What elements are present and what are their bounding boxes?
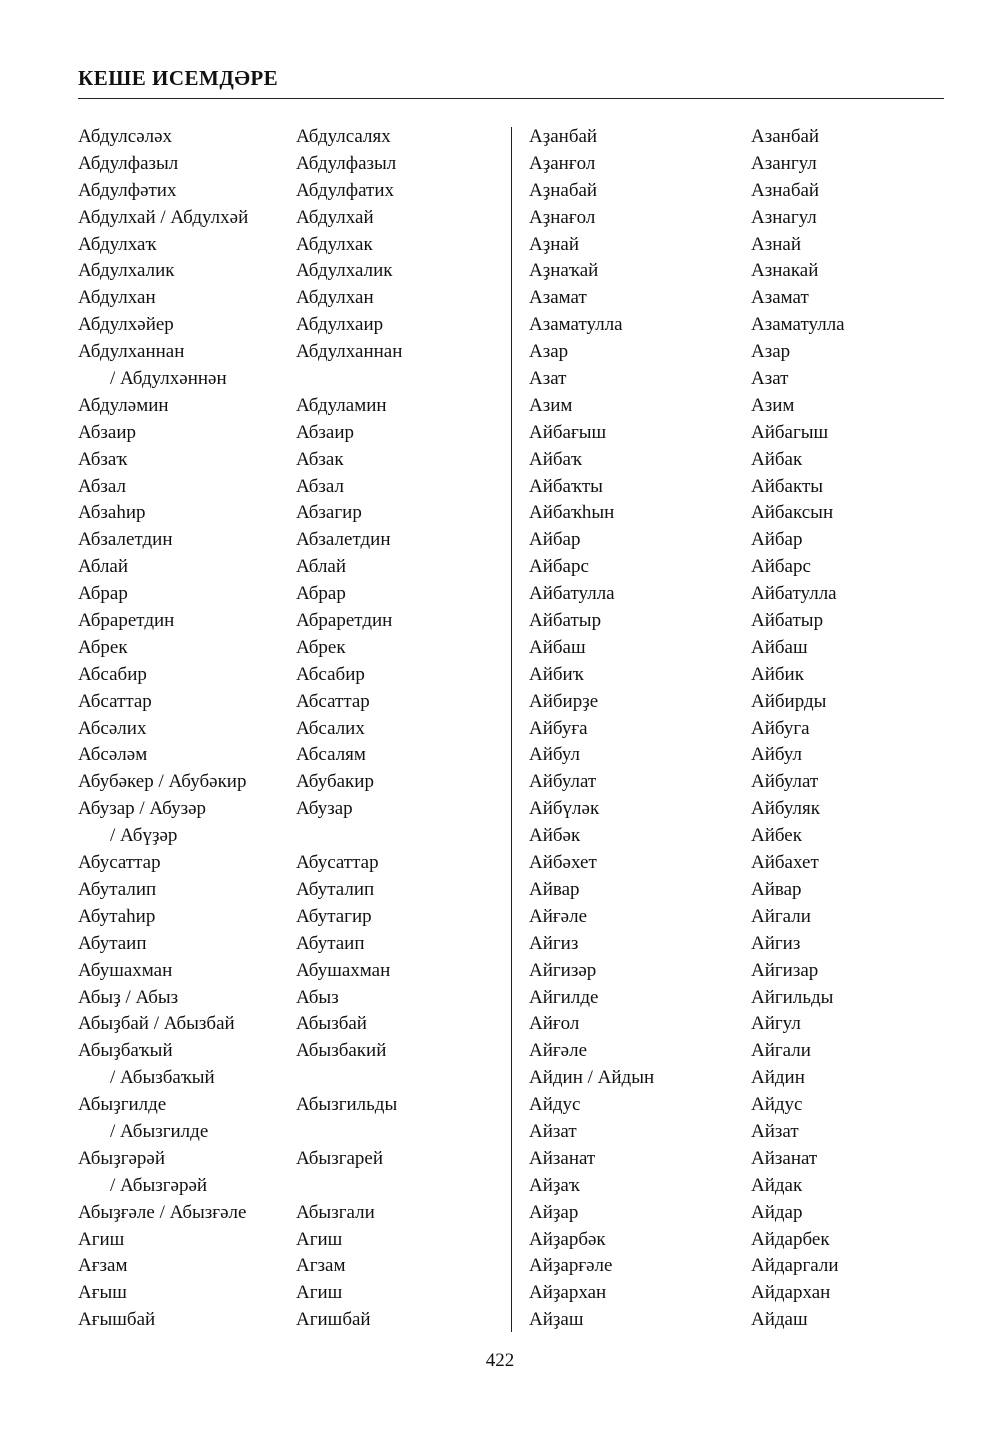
name-entry: Абызгали xyxy=(296,1201,375,1223)
name-entry: Айбул xyxy=(529,744,580,766)
name-entry: Айҙархан xyxy=(529,1282,607,1304)
name-entry: Айгиз xyxy=(751,932,801,954)
name-entry: Айдархан xyxy=(751,1282,831,1304)
name-entry: Абзал xyxy=(78,475,127,497)
name-entry: Абдулфатих xyxy=(296,179,394,201)
name-entry: Абызбай xyxy=(296,1013,367,1035)
name-entry: Айдус xyxy=(529,1094,581,1116)
page-number: 422 xyxy=(485,1350,515,1371)
name-entry: Абзаһир xyxy=(78,502,146,524)
name-entry: Ағыш xyxy=(78,1282,127,1304)
name-entry: Айзанат xyxy=(751,1147,818,1169)
name-entry: Аблай xyxy=(78,556,129,578)
name-entry: Айғәле xyxy=(529,905,588,927)
name-entry: / Абызбаҡый xyxy=(110,1067,215,1089)
name-entry: Айҙарғәле xyxy=(529,1255,613,1277)
name-entry: Аҙнабай xyxy=(529,179,598,201)
name-entry: Айбуға xyxy=(529,717,588,739)
name-entry: Азим xyxy=(529,394,573,416)
name-entry: Ағышбай xyxy=(78,1309,156,1331)
name-entry: Айгали xyxy=(751,1040,811,1062)
name-entry: Абубәкер / Абубәкир xyxy=(78,771,247,793)
name-entry: Агиш xyxy=(296,1228,343,1250)
name-entry: Айдаш xyxy=(751,1309,808,1331)
name-entry: Абдулсәләх xyxy=(78,126,173,147)
name-entry: Абдулфәтих xyxy=(78,179,177,201)
name-entry: Абдулхан xyxy=(296,287,374,309)
name-entry: Абдулфазыл xyxy=(296,152,397,174)
name-entry: Аблай xyxy=(296,556,347,578)
name-entry: Абдулфазыл xyxy=(78,152,179,174)
name-entry: Айвар xyxy=(529,878,580,900)
name-entry: Айдаргали xyxy=(751,1255,839,1277)
name-entry: Азнакай xyxy=(751,260,819,282)
name-entry: Айбагыш xyxy=(751,421,829,443)
name-entry: Айҙаш xyxy=(529,1309,584,1331)
name-entry: Айҙарбәк xyxy=(529,1228,606,1250)
name-entry: Айбатулла xyxy=(529,583,615,605)
name-entry: Абутаһир xyxy=(78,905,156,927)
name-entry: Абдулсалях xyxy=(296,126,391,147)
name-entry: Абсаттар xyxy=(296,690,370,712)
name-entry: Азим xyxy=(751,394,795,416)
name-entry: Айдар xyxy=(751,1201,803,1223)
name-entry: Айбуляк xyxy=(751,798,820,820)
name-entry: Айзат xyxy=(529,1120,577,1142)
name-entry: Айбак xyxy=(751,448,803,470)
name-entry: Айбаҡһын xyxy=(529,502,615,524)
name-entry: Айбаш xyxy=(751,636,808,658)
name-entry xyxy=(296,1173,402,1200)
name-entry: Абузар xyxy=(296,798,353,820)
name-entry: Абыҙгилде xyxy=(78,1094,167,1116)
name-entry: Абубакир xyxy=(296,771,374,793)
name-entry: Абдулхалик xyxy=(296,260,393,282)
name-entry: Айбирды xyxy=(751,690,827,712)
name-entry: Азнагул xyxy=(751,206,817,228)
name-entry: Азамат xyxy=(751,287,809,309)
name-entry: Айбарс xyxy=(529,556,589,578)
name-entry: Айдак xyxy=(751,1174,803,1196)
name-entry: Агиш xyxy=(78,1228,125,1250)
name-entry: Айбар xyxy=(751,529,803,551)
name-entry: Абызгильды xyxy=(296,1094,398,1116)
right-bashkir-column xyxy=(529,124,654,1334)
name-entry: Азангул xyxy=(751,152,817,174)
name-entry: Айбағыш xyxy=(529,421,607,443)
name-entry: Айбаҡ xyxy=(529,448,582,470)
name-entry: Абдулхаир xyxy=(296,314,384,336)
name-entry: Ағзам xyxy=(78,1255,128,1277)
name-entry: Айбулат xyxy=(529,771,597,793)
name-entry: Абдуләмин xyxy=(78,394,169,416)
name-entry: Айбәк xyxy=(529,825,581,847)
name-entry: / Абдулхәннән xyxy=(110,368,227,390)
name-entry: Абдулхаҡ xyxy=(78,233,157,255)
name-entry: Айгизәр xyxy=(529,959,597,981)
name-entry: Айбик xyxy=(751,663,804,685)
name-entry xyxy=(296,366,402,393)
name-entry: Айбиҡ xyxy=(529,663,584,685)
header-rule xyxy=(78,98,944,99)
name-entry: Абзал xyxy=(296,475,345,497)
name-entry: Агзам xyxy=(296,1255,346,1277)
name-entry: Абыҙгәрәй xyxy=(78,1147,166,1169)
name-entry: Абрар xyxy=(78,583,128,605)
name-entry: Азаматулла xyxy=(751,314,845,336)
name-entry: Айдус xyxy=(751,1094,803,1116)
name-entry: Айбаҡты xyxy=(529,475,603,497)
name-entry: Абсәлих xyxy=(78,717,147,739)
name-entry: Айзат xyxy=(751,1120,799,1142)
name-entry: Азат xyxy=(529,368,567,390)
name-entry: Агиш xyxy=(296,1282,343,1304)
name-entry: Абрар xyxy=(296,583,346,605)
name-entry: Азат xyxy=(751,368,789,390)
name-entry: Абдулхай xyxy=(296,206,374,228)
name-entry: Айҙар xyxy=(529,1201,579,1223)
name-entry: Айгиз xyxy=(529,932,579,954)
name-entry: Абусаттар xyxy=(296,852,379,874)
name-entry: Абсалям xyxy=(296,744,366,766)
name-entry: Абрек xyxy=(296,636,346,658)
name-entry: Айбәхет xyxy=(529,852,597,874)
name-entry: Абусаттар xyxy=(78,852,161,874)
name-entry: Абдулхак xyxy=(296,233,373,255)
name-entry: Айбакты xyxy=(751,475,824,497)
name-entry: Абрек xyxy=(78,636,128,658)
name-entry: Азамат xyxy=(529,287,587,309)
name-entry: Айҙаҡ xyxy=(529,1174,580,1196)
name-entry: Абзаир xyxy=(78,421,137,443)
name-entry: Азар xyxy=(751,341,791,363)
name-entry: Абыз xyxy=(296,986,339,1008)
name-entry: Абуталип xyxy=(296,878,375,900)
name-entry: Айгул xyxy=(751,1013,801,1035)
name-entry: Абсәләм xyxy=(78,744,148,766)
name-entry: Айбаксын xyxy=(751,502,834,524)
name-entry: Абзаир xyxy=(296,421,355,443)
name-entry: Айбахет xyxy=(751,852,819,874)
name-entry: Айгали xyxy=(751,905,811,927)
name-entry: Азаматулла xyxy=(529,314,623,336)
name-entry: Абраретдин xyxy=(296,610,393,632)
name-entry: Азанбай xyxy=(751,126,820,147)
name-entry: Айбарс xyxy=(751,556,811,578)
name-entry: Абсалих xyxy=(296,717,365,739)
page-title: КЕШЕ ИСЕМДӘРЕ xyxy=(78,66,279,90)
name-entry: Абзаҡ xyxy=(78,448,128,470)
name-entry: Айбулат xyxy=(751,771,819,793)
name-entry: Абызгарей xyxy=(296,1147,384,1169)
name-entry: Айвар xyxy=(751,878,802,900)
name-entry: Абзагир xyxy=(296,502,362,524)
name-entry: Абыҙғәле / Абызғәле xyxy=(78,1201,247,1223)
name-entry: Абызбакий xyxy=(296,1040,387,1062)
name-entry: Абыҙ / Абыз xyxy=(78,986,179,1008)
name-entry: Абзак xyxy=(296,448,344,470)
name-entry: Айбирҙе xyxy=(529,690,599,712)
name-entry: Абдулханнан xyxy=(78,341,185,363)
name-entry: Айбар xyxy=(529,529,581,551)
name-entry: Айгильды xyxy=(751,986,834,1008)
name-entry: Абуталип xyxy=(78,878,157,900)
name-entry: Аҙнағол xyxy=(529,206,596,228)
name-entry: Аҙанбай xyxy=(529,126,598,147)
name-entry xyxy=(296,1065,402,1092)
name-entry: Айбатыр xyxy=(751,610,824,632)
name-entry: Азар xyxy=(529,341,569,363)
name-entry: Абдулхалик xyxy=(78,260,175,282)
name-entry: Абзалетдин xyxy=(78,529,173,551)
name-entry: Айдарбек xyxy=(751,1228,830,1250)
name-entry: Айдин / Айдын xyxy=(529,1067,655,1089)
name-entry: Аҙнай xyxy=(529,233,579,255)
name-entry: Айғол xyxy=(529,1013,580,1035)
name-entry: Абдулханнан xyxy=(296,341,403,363)
name-entry: / Абызгәрәй xyxy=(110,1174,208,1196)
name-entry: Абутаип xyxy=(78,932,147,954)
left-russian-column xyxy=(296,124,402,1334)
name-entry: / Абызгилде xyxy=(110,1120,209,1142)
name-entry: Абушахман xyxy=(78,959,173,981)
name-entry: Абыҙбай / Абызбай xyxy=(78,1013,235,1035)
name-entry: Айбек xyxy=(751,825,802,847)
name-entry: Айбүләк xyxy=(529,798,600,820)
left-bashkir-column xyxy=(78,124,248,1334)
name-entry: Абдулхай / Абдулхәй xyxy=(78,206,249,228)
name-entry xyxy=(296,1119,402,1146)
name-entry: Айгизар xyxy=(751,959,819,981)
name-entry: Абсаттар xyxy=(78,690,152,712)
name-entry: Агишбай xyxy=(296,1309,371,1331)
name-entry: Абраретдин xyxy=(78,610,175,632)
name-entry: Абузар / Абузәр xyxy=(78,798,207,820)
name-entry: Абыҙбаҡый xyxy=(78,1040,173,1062)
name-entry: Абутаип xyxy=(296,932,365,954)
name-entry: Аҙнаҡай xyxy=(529,260,599,282)
name-entry: Айдин xyxy=(751,1067,805,1089)
name-entry: Айзанат xyxy=(529,1147,596,1169)
name-entry: Абзалетдин xyxy=(296,529,391,551)
name-entry: Айғәле xyxy=(529,1040,588,1062)
name-entry: Азнай xyxy=(751,233,801,255)
name-entry: Абдуламин xyxy=(296,394,387,416)
name-entry: Айбатулла xyxy=(751,583,837,605)
name-entry: Абдулхәйер xyxy=(78,314,174,336)
column-divider xyxy=(511,127,512,1332)
name-entry: Абутагир xyxy=(296,905,372,927)
name-entry: Айбул xyxy=(751,744,802,766)
name-entry: Азнабай xyxy=(751,179,820,201)
name-entry: Абдулхан xyxy=(78,287,156,309)
name-entry: Абсабир xyxy=(78,663,147,685)
name-entry: / Абүҙәр xyxy=(110,825,178,847)
right-russian-column xyxy=(751,124,845,1334)
name-entry: Абушахман xyxy=(296,959,391,981)
name-entry: Абсабир xyxy=(296,663,365,685)
name-entry xyxy=(296,823,402,850)
name-entry: Айгилде xyxy=(529,986,599,1008)
name-entry: Айбуга xyxy=(751,717,810,739)
name-entry: Аҙанғол xyxy=(529,152,596,174)
name-entry: Айбатыр xyxy=(529,610,602,632)
name-entry: Айбаш xyxy=(529,636,586,658)
